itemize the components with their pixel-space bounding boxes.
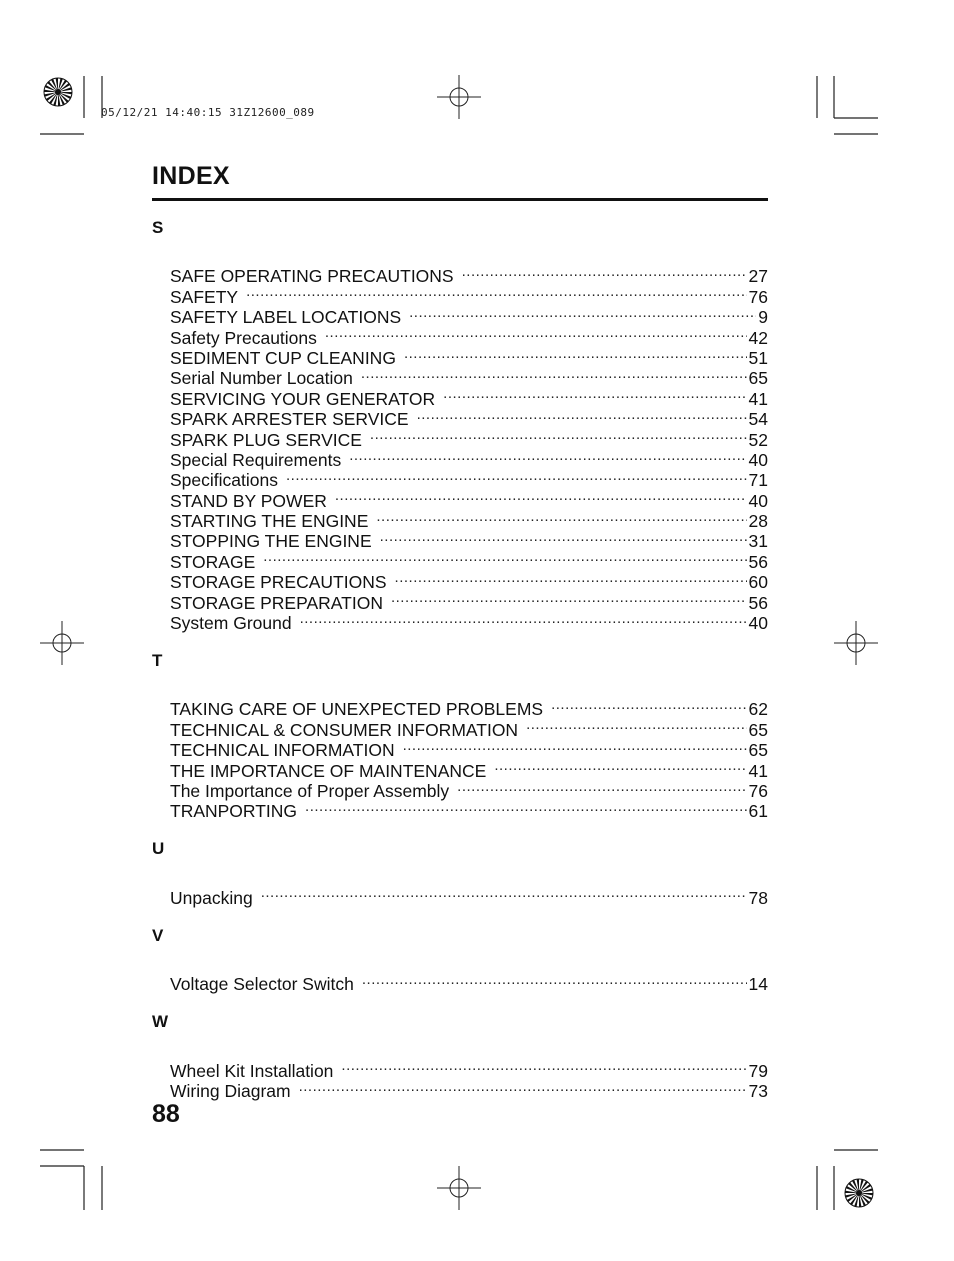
dot-leader	[263, 547, 746, 567]
index-entry	[170, 695, 768, 720]
index-entry-label: Safety Precautions	[170, 327, 317, 348]
index-entry-page: 40	[748, 613, 768, 634]
index-entry-label: Special Requirements	[170, 449, 342, 470]
index-entry-label: Unpacking	[170, 887, 253, 908]
index-entry-label: SAFETY	[170, 286, 239, 307]
index-entries	[152, 1056, 768, 1101]
index-letter-heading: S	[152, 218, 164, 237]
dot-leader	[443, 384, 746, 404]
index-entry-label: SPARK PLUG SERVICE	[170, 429, 362, 450]
index-entries	[152, 883, 768, 908]
index-entries	[152, 262, 768, 634]
dot-leader	[403, 736, 747, 756]
registration-crosshair-left-icon	[40, 621, 84, 665]
dot-leader	[370, 425, 747, 445]
index-entry-page: 9	[758, 307, 768, 328]
dot-leader	[417, 405, 747, 425]
index-group-u	[152, 839, 768, 908]
index-entry-page: 76	[748, 780, 768, 801]
index-entry-label: SAFE OPERATING PRECAUTIONS	[170, 266, 454, 287]
index-entry-label: SPARK ARRESTER SERVICE	[170, 409, 409, 430]
page-number: 88	[152, 1100, 180, 1128]
dot-leader	[349, 446, 746, 466]
index-entry-page: 28	[748, 511, 768, 532]
index-letter-heading: V	[152, 925, 164, 945]
index-group-t	[152, 651, 768, 822]
dot-leader	[391, 588, 747, 608]
dot-leader	[462, 262, 747, 282]
index-entry-page: 65	[748, 719, 768, 740]
index-entry-page: 14	[748, 974, 768, 995]
dot-leader	[286, 466, 747, 486]
index-entry-label: STORAGE	[170, 551, 256, 572]
index-entry-label: Voltage Selector Switch	[170, 974, 354, 995]
index-entry-label: The Importance of Proper Assembly	[170, 780, 450, 801]
dot-leader	[376, 507, 746, 527]
index-entry-label: TRANPORTING	[170, 801, 298, 822]
index-entry-page: 56	[748, 592, 768, 613]
index-entry-page: 71	[748, 470, 768, 491]
index-entry-page: 41	[748, 760, 768, 781]
index-letter-heading: W	[152, 1012, 169, 1032]
index-entry-page: 73	[748, 1080, 768, 1101]
index-entry-label: STOPPING THE ENGINE	[170, 531, 372, 552]
index-entry-label: TAKING CARE OF UNEXPECTED PROBLEMS	[170, 699, 544, 720]
index-entry	[170, 262, 768, 287]
dot-leader	[305, 797, 746, 817]
index-group-s	[152, 218, 768, 634]
index-entry-label: THE IMPORTANCE OF MAINTENANCE	[170, 760, 487, 781]
dot-leader	[457, 777, 746, 797]
index-entry-label: SEDIMENT CUP CLEANING	[170, 347, 396, 368]
index-entry-page: 42	[748, 327, 768, 348]
index-group-w	[152, 1012, 768, 1101]
dot-leader	[551, 695, 746, 715]
star-target-bottom-right-icon	[845, 1179, 873, 1207]
index-entry-page: 62	[748, 699, 768, 720]
index-list	[152, 218, 768, 1119]
dot-leader	[494, 756, 746, 776]
index-entry-page: 52	[748, 429, 768, 450]
index-entry-page: 40	[748, 449, 768, 470]
index-entry-label: SERVICING YOUR GENERATOR	[170, 388, 436, 409]
registration-crosshair-bottom-icon	[437, 1166, 481, 1210]
index-entry-label: Wheel Kit Installation	[170, 1060, 334, 1081]
dot-leader	[380, 527, 747, 547]
index-entry-label: System Ground	[170, 613, 292, 634]
index-letter-heading: U	[152, 839, 165, 859]
index-entry-page: 65	[748, 740, 768, 761]
index-entry-page: 56	[748, 551, 768, 572]
index-entry-page: 40	[748, 490, 768, 511]
index-group-v	[152, 925, 768, 995]
registration-crosshair-top-icon	[437, 75, 481, 119]
index-entry-page: 54	[748, 409, 768, 430]
index-entry-label: TECHNICAL & CONSUMER INFORMATION	[170, 719, 519, 740]
dot-leader	[361, 364, 747, 384]
index-entry-label: Wiring Diagram	[170, 1080, 291, 1101]
index-entries	[152, 695, 768, 822]
index-entry	[170, 303, 768, 328]
page-title: INDEX	[152, 162, 230, 190]
dot-leader	[362, 970, 747, 990]
index-entry	[170, 282, 768, 307]
dot-leader	[404, 344, 747, 364]
index-entry-label: Serial Number Location	[170, 368, 353, 389]
dot-leader	[526, 715, 746, 735]
dot-leader	[325, 323, 747, 343]
index-letter-heading: T	[152, 651, 163, 671]
index-entry-page: 41	[748, 388, 768, 409]
dot-leader	[261, 883, 747, 903]
index-entry-label: Specifications	[170, 470, 278, 491]
title-rule	[152, 198, 768, 201]
index-entry-page: 61	[748, 801, 768, 822]
index-entry-page: 60	[748, 572, 768, 593]
index-entry-page: 79	[748, 1060, 768, 1081]
print-slug: 05/12/21 14:40:15 31Z12600_089	[101, 106, 315, 119]
index-entry-label: STORAGE PREPARATION	[170, 592, 383, 613]
dot-leader	[246, 282, 746, 302]
registration-crosshair-right-icon	[834, 621, 878, 665]
index-entry-label: STAND BY POWER	[170, 490, 327, 511]
index-entry-page: 76	[748, 286, 768, 307]
index-entry-page: 78	[748, 887, 768, 908]
star-target-top-left-icon	[44, 78, 72, 106]
dot-leader	[341, 1056, 746, 1076]
index-entry-page: 51	[748, 347, 768, 368]
index-entry	[170, 1056, 768, 1081]
index-entry-page: 31	[748, 531, 768, 552]
dot-leader	[299, 1077, 747, 1097]
index-entry-label: SAFETY LABEL LOCATIONS	[170, 307, 402, 328]
dot-leader	[409, 303, 756, 323]
index-entry-label: STORAGE PRECAUTIONS	[170, 572, 387, 593]
index-entry-label: STARTING THE ENGINE	[170, 511, 369, 532]
index-entry	[170, 970, 768, 995]
index-entry-page: 65	[748, 368, 768, 389]
index-entry-page: 27	[748, 266, 768, 287]
dot-leader	[300, 609, 747, 629]
index-entry	[170, 883, 768, 908]
dot-leader	[335, 486, 747, 506]
dot-leader	[395, 568, 747, 588]
index-entry-label: TECHNICAL INFORMATION	[170, 740, 395, 761]
index-entries	[152, 970, 768, 995]
